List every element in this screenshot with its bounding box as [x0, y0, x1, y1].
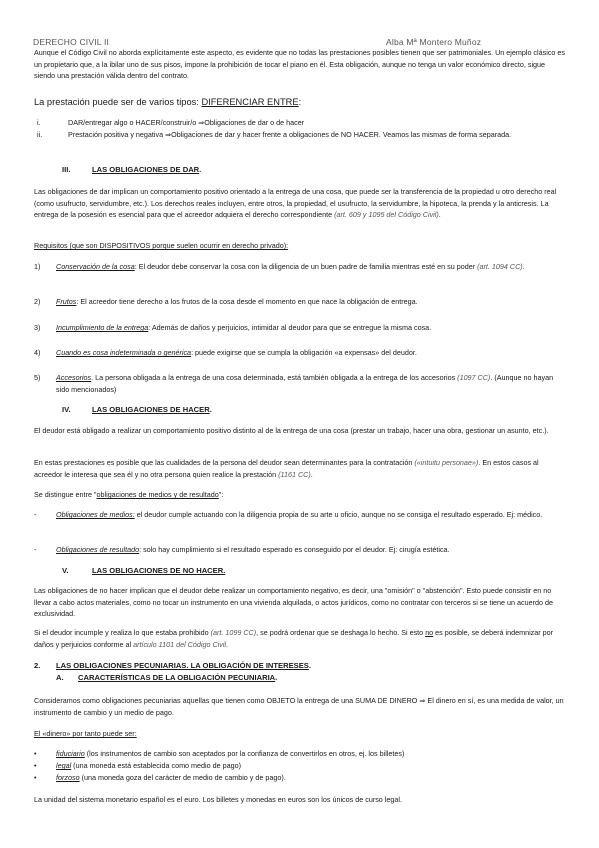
requisitos-heading: Requisitos (que son DISPOSITIVOS porque suelen ocurrir en derecho privado):: [34, 241, 289, 250]
section-heading-pecuniarias: 2. LAS OBLIGACIONES PECUNIARIAS. LA OBLIGACIÓN DE INTERESES.: [34, 661, 311, 670]
header-course: DERECHO CIVIL II: [33, 37, 110, 47]
no-hacer-paragraph: Las obligaciones de no hacer implican que el deudor debe realizar un comportamiento negativo, es decir, una "omisión" o "abstención". Esto puede consistir en no llevar a cabo actos materiales, como no tocar un instrumento en una vivienda alquilada, o actos jurídicos, como no contratar con terceros si se tiene un acuerdo de exclusividad.: [34, 586, 553, 619]
intuitu-paragraph: En estas prestaciones es posible que las cualidades de la persona del deudor sean determinantes para la contratación («intuitu personae»). En estos casos al acreedor le interesa que sea él y no otra persona quien realice la prestación (1161 CC).: [34, 458, 539, 479]
section-heading-dar: III. LAS OBLIGACIONES DE DAR.: [62, 165, 202, 174]
section-heading-hacer: IV. LAS OBLIGACIONES DE HACER.: [62, 405, 212, 414]
distinction-line: Se distingue entre "obligaciones de medios y de resultado":: [34, 490, 224, 499]
hacer-paragraph: El deudor está obligado a realizar un comportamiento positivo distinto al de la entrega de una cosa (prestar un trabajo, hacer una obra, gestionar un asunto, etc.).: [34, 426, 549, 435]
types-heading: La prestación puede ser de varios tipos: DIFERENCIAR ENTRE:: [34, 97, 302, 107]
document-page: DERECHO CIVIL II Alba Mª Montero Muñoz Aunque el Código Civil no aborda explícitamente este aspecto, es evidente que no todas las prestaciones posibles tienen que ser patrimoniales. Un ejemplo clásico es un propietario que, a la ibilar uno de sus pisos, impone la prohibición de tocar el piano en él. Esta obligación, aunque no tenga un valor económico directo, sigue siendo una prestación válida dentro del contrato. La prestación puede ser de varios tipos: DIFERENCIAR ENTRE: i. DAR/entregar algo o HACER/construir/o ⇒Obligaciones de dar o de hacer ii. Prestación positiva y negativa ⇒Obligaciones de dar y hacer frente a obligaciones de NO HACER. Veamos las mismas de forma separada. III. LAS OBLIGACIONES DE DAR. Las obligaciones de dar implican un comportamiento positivo orientado a la entrega de una cosa, que puede ser la transferencia de la propiedad u otro derecho real (como usufructo, servidumbre, etc.). Los derechos reales incluyen, entre otros, la propiedad, el usufructo, la servidumbre, la hipoteca, la prenda y la anticresis. La entrega de la posesión es esencial para que el acreedor adquiera el derecho correspondiente (art. 609 y 1095 del Código Civil). Requisitos (que son DISPOSITIVOS porque suelen ocurrir en derecho privado): 1) Conservación de la cosa: El deudor debe conservar la cosa con la diligencia de un buen padre de familia mientras esté en su poder (art. 1094 CC). 2) Frutos: El acreedor tiene derecho a los frutos de la cosa desde el momento en que nace la obligación de entrega. 3) Incumplimiento de la entrega: Además de daños y perjuicios, intimidar al deudor para que se entregue la misma cosa. 4) Cuando es cosa indeterminada o genérica: puede exigirse que se cumpla la obligación «a expensas» del deudor. 5) Accesorios. La persona obligada a la entrega de una cosa determinada, está también obligada a la entrega de los accesorios (1097 CC). (Aunque no hayan sido mencionados) IV. LAS OBLIGACIONES DE HACER. El deudor está obligado a realizar un comportamiento positivo distinto al de la entrega de una cosa (prestar un trabajo, hacer una obra, gestionar un asunto, etc.). En estas prestaciones es posible que las cualidades de la persona del deudor sean determinantes para la contratación («intuitu personae»). En estos casos al acreedor le interesa que sea él y no otra persona quien realice la prestación (1161 CC). Se distingue entre "obligaciones de medios y de resultado": - Obligaciones de medios: el deudor cumple actuando con la diligencia propia de su arte u oficio, aunque no se consiga el resultado esperado. Ej: médico. - Obligaciones de resultado: solo hay cumplimiento si el resultado esperado es conseguido por el deudor. Ej: cirugía estética. V. LAS OBLIGACIONES DE NO HACER. Las obligaciones de no hacer implican que el deudor debe realizar un comportamiento negativo, es decir, una "omisión" o "abstención". Esto puede consistir en no llevar a cabo actos materiales, como no tocar un instrumento en una vivienda alquilada, o actos jurídicos, como no contratar con terceros si se tiene un acuerdo de exclusividad. Si el deudor incumple y realiza lo que estaba prohibido (art. 1099 CC), se podrá ordenar que se deshaga lo hecho. Si esto no es posible, se deberá indemnizar por daños y perjuicios conforme al artículo 1101 del Código Civil. 2. LAS OBLIGACIONES PECUNIARIAS. LA OBLIGACIÓN DE INTERESES. A. CARACTERÍSTICAS DE LA OBLIGACIÓN PECUNIARIA. Consideramos como obligaciones pecuniarias aquellas que tienen como OBJETO la entrega de una SUMA DE DINERO ⇒ El dinero en sí, es una medida de valor, un instrumento de cambio y un medio de pago. El «dinero» por tanto puede ser: • fiduciario (los instrumentos de cambio son aceptados por la confianza de convertirlos en otros, ej. los billetes) • legal (una moneda está establecida como medio de pago) • forzoso (una moneda goza del carácter de medio de cambio y de pago). La unidad del sistema monetario español es el euro. Los billetes y monedas en euros son los únicos de curso legal.: [0, 0, 599, 848]
closing-paragraph: La unidad del sistema monetario español es el euro. Los billetes y monedas en euros son los únicos de curso legal.: [34, 795, 402, 804]
incumplimiento-paragraph: Si el deudor incumple y realiza lo que estaba prohibido (art. 1099 CC), se podrá ordenar que se deshaga lo hecho. Si esto no es posible, se deberá indemnizar por daños y perjuicios conforme al artículo 1101 del Código Civil.: [34, 628, 554, 649]
section-heading-no-hacer: V. LAS OBLIGACIONES DE NO HACER.: [62, 566, 226, 575]
pecuniarias-paragraph: Consideramos como obligaciones pecuniarias aquellas que tienen como OBJETO la entrega de una SUMA DE DINERO ⇒ El dinero en sí, es una medida de valor, un instrumento de cambio y un medio de pago.: [34, 696, 564, 717]
dinero-heading: El «dinero» por tanto puede ser:: [34, 729, 137, 738]
intro-paragraph: Aunque el Código Civil no aborda explícitamente este aspecto, es evidente que no todas las prestaciones posibles tienen que ser patrimoniales. Un ejemplo clásico es un propietario que, a la ibilar uno de sus pisos, impone la prohibición de tocar el piano en él. Esta obligación, aunque no tenga un valor económico directo, sigue siendo una prestación válida dentro del contrato.: [34, 48, 565, 81]
dar-paragraph: Las obligaciones de dar implican un comportamiento positivo orientado a la entrega de una cosa, que puede ser la transferencia de la propiedad u otro derecho real (como usufructo, servidumbre, etc.). Los derechos reales incluyen, entre otros, la propiedad, el usufructo, la servidumbre, la hipoteca, la prenda y la anticresis. La entrega de la posesión es esencial para que el acreedor adquiera el derecho correspondiente (art. 609 y 1095 del Código Civil).: [34, 187, 557, 220]
subsection-heading-caracteristicas: A. CARACTERÍSTICAS DE LA OBLIGACIÓN PECUNIARIA.: [56, 673, 278, 682]
header-author: Alba Mª Montero Muñoz: [386, 37, 482, 47]
